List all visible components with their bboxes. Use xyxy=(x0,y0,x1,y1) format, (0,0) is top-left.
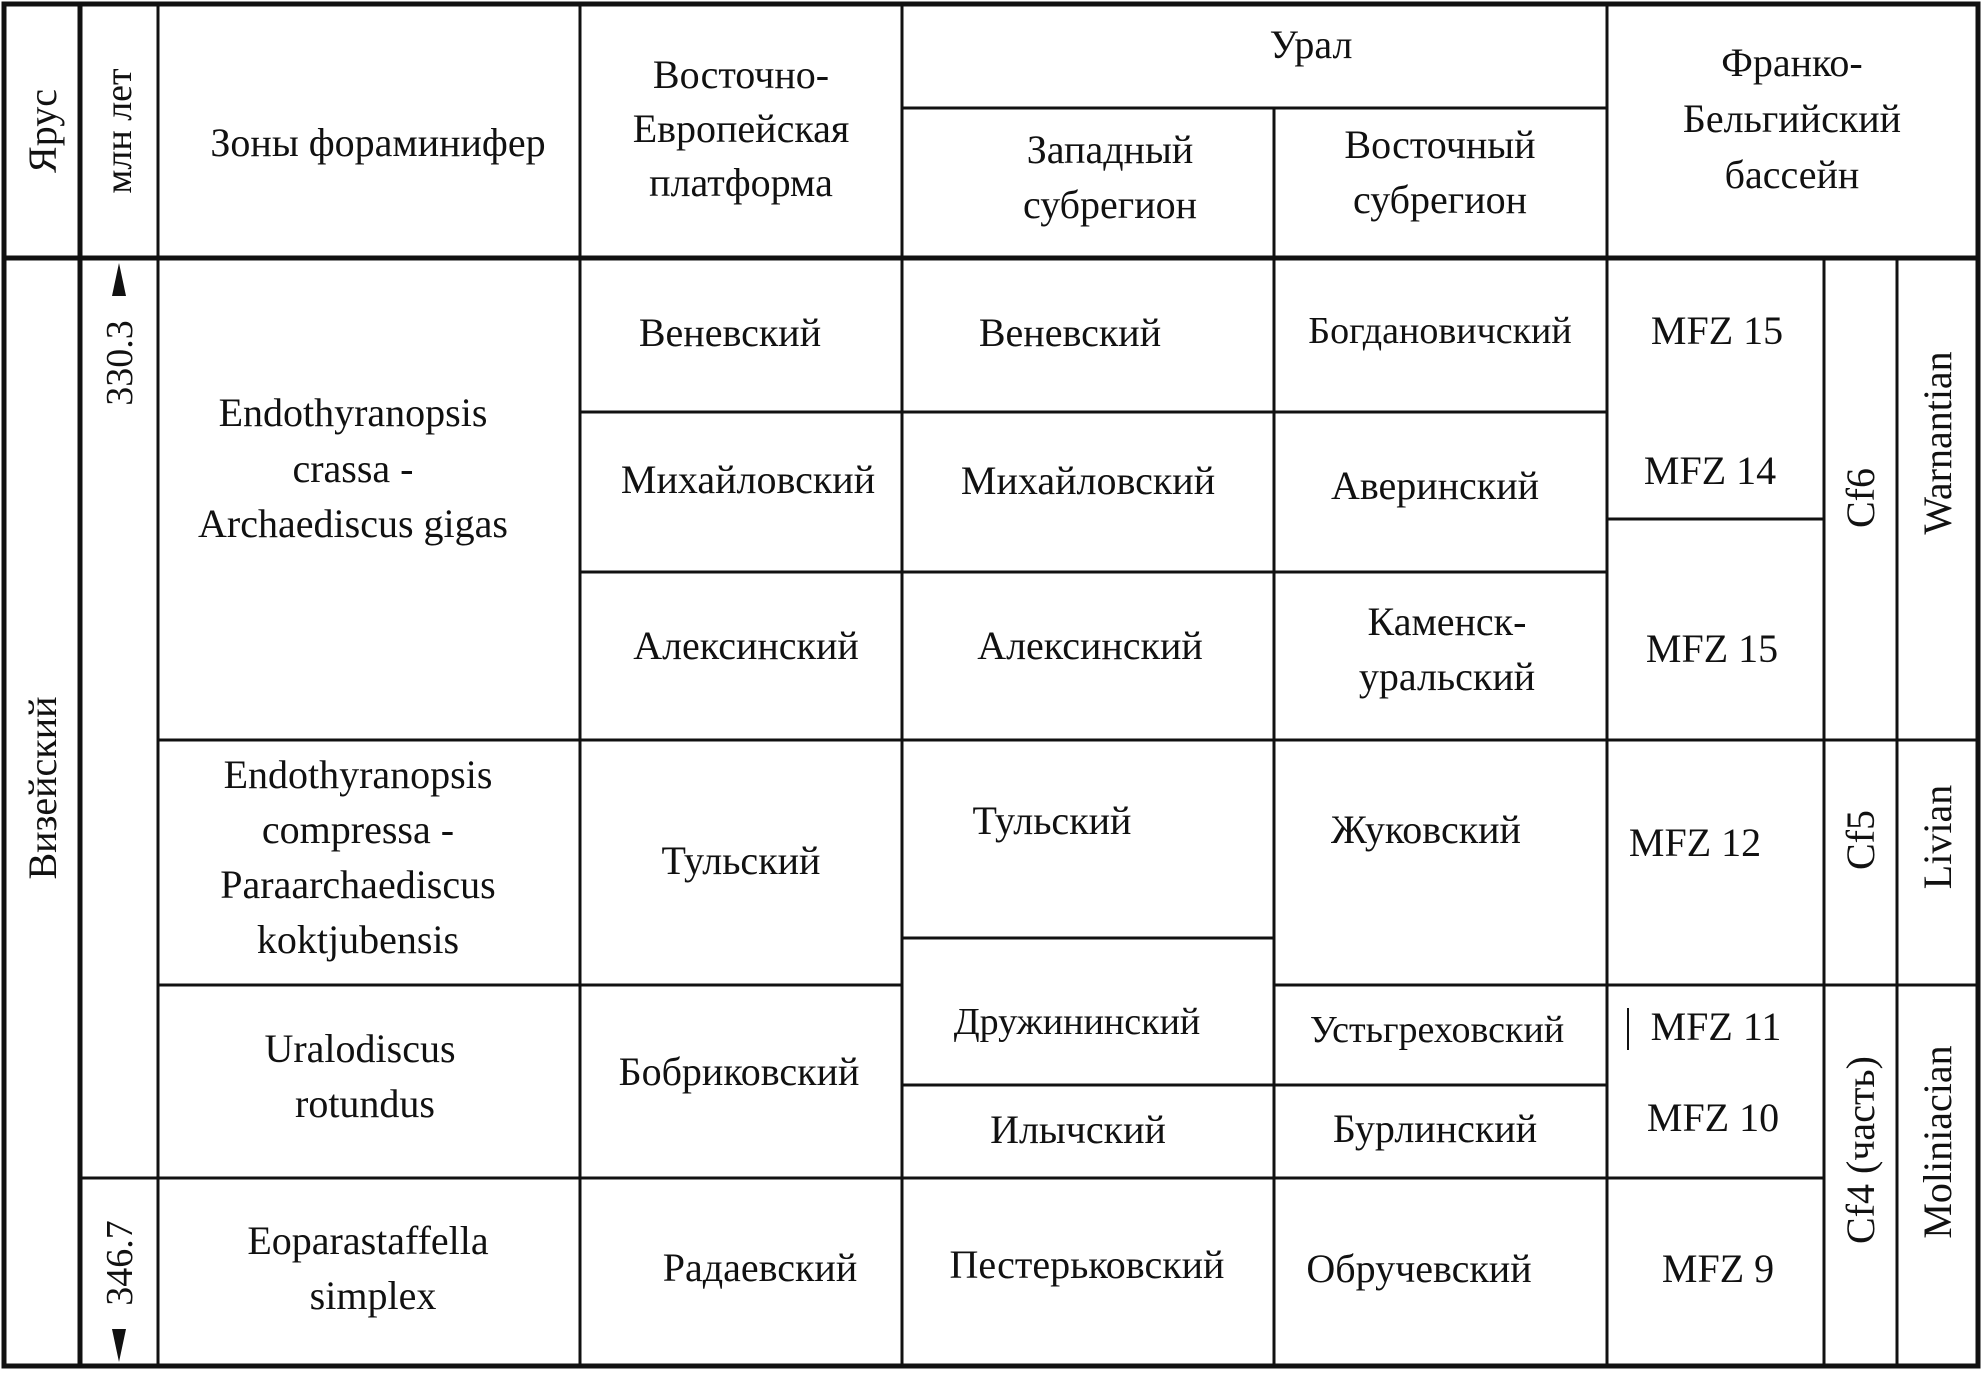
header-east-line1: Восточный xyxy=(1344,122,1536,167)
zone-4-line1: Eoparastaffella xyxy=(247,1218,489,1263)
header-east-european-line3: платформа xyxy=(649,160,833,205)
mfz-7: MFZ 9 xyxy=(1661,1246,1775,1291)
zone-3-line1: Uralodiscus xyxy=(264,1026,456,1071)
table-header xyxy=(20,22,1901,227)
zone-2-line4: koktjubensis xyxy=(256,917,460,962)
zone-1-line1: Endothyranopsis xyxy=(218,390,488,435)
age-column xyxy=(99,263,141,1362)
eu-horizon-1: Богдановичский xyxy=(1308,310,1572,352)
table-grid xyxy=(4,4,1978,1366)
header-age: млн лет xyxy=(98,68,140,194)
mfz-6: MFZ 10 xyxy=(1646,1095,1780,1140)
header-east-line2: субрегион xyxy=(1352,177,1528,222)
eu-horizon-3-line1: Каменск- xyxy=(1367,599,1527,644)
zone-3-line2: rotundus xyxy=(295,1081,435,1126)
age-top-value: 330.3 xyxy=(99,320,141,406)
zone-4-line2: simplex xyxy=(309,1273,437,1318)
header-east-european-line1: Восточно- xyxy=(652,52,830,97)
ee-horizon-2: Михайловский xyxy=(620,457,876,502)
cf4-label: Cf4 (часть) xyxy=(1838,1056,1883,1244)
header-franco-line3: бассейн xyxy=(1724,152,1860,197)
eu-horizon-7: Обручевский xyxy=(1306,1246,1532,1291)
ee-horizon-5: Бобриковский xyxy=(618,1049,860,1094)
header-franco-line1: Франко- xyxy=(1721,40,1863,85)
zone-1-line2: crassa - xyxy=(292,446,414,491)
header-ural: Урал xyxy=(1269,22,1353,67)
mfz-5: MFZ 11 xyxy=(1650,1004,1782,1049)
zone-2-line1: Endothyranopsis xyxy=(223,752,493,797)
substage-moliniacian: Moliniacian xyxy=(1915,1045,1960,1239)
mfz-1: MFZ 15 xyxy=(1650,308,1784,353)
wu-horizon-4: Тульский xyxy=(972,798,1132,843)
cf5-label: Cf5 xyxy=(1838,810,1883,870)
substage-livian: Livian xyxy=(1915,784,1960,890)
cf-column xyxy=(1838,468,1883,1244)
header-zones: Зоны фораминифер xyxy=(210,120,546,165)
mfz-4: MFZ 12 xyxy=(1628,820,1762,865)
table-frame xyxy=(4,4,1978,1366)
age-top-arrow xyxy=(112,263,126,296)
wu-horizon-6: Илычский xyxy=(990,1107,1166,1152)
mfz-column xyxy=(1628,308,1783,1291)
stage-name: Визейский xyxy=(20,696,65,880)
wu-horizon-5: Дружининский xyxy=(953,1001,1201,1043)
age-bottom-arrow xyxy=(112,1329,126,1362)
ee-horizon-4: Тульский xyxy=(661,838,821,883)
header-west-line2: субрегион xyxy=(1022,182,1198,227)
wu-horizon-1: Веневский xyxy=(978,310,1162,355)
eu-horizon-2: Аверинский xyxy=(1330,463,1540,508)
wu-horizon-3: Алексинский xyxy=(977,623,1203,668)
eu-horizon-3-line2: уральский xyxy=(1358,654,1536,699)
west-ural-column xyxy=(950,310,1225,1287)
wu-horizon-2: Михайловский xyxy=(960,458,1216,503)
eu-horizon-4: Жуковский xyxy=(1331,807,1521,852)
eu-horizon-5: Устьгреховский xyxy=(1309,1009,1565,1051)
wu-horizon-7: Пестерьковский xyxy=(949,1242,1225,1287)
header-franco-line2: Бельгийский xyxy=(1682,96,1902,141)
mfz-2: MFZ 14 xyxy=(1643,448,1777,493)
age-bottom-value: 346.7 xyxy=(99,1220,141,1306)
mfz-3: MFZ 15 xyxy=(1645,626,1779,671)
ee-horizon-6: Радаевский xyxy=(662,1245,858,1290)
east-ural-column xyxy=(1306,310,1571,1291)
header-west-line1: Западный xyxy=(1026,127,1194,172)
eu-horizon-6: Бурлинский xyxy=(1332,1106,1538,1151)
header-east-european-line2: Европейская xyxy=(632,106,850,151)
header-stage: Ярус xyxy=(20,89,65,173)
substage-column xyxy=(1915,351,1960,1238)
zone-2-line3: Paraarchaediscus xyxy=(220,862,496,907)
zone-1-line3: Archaediscus gigas xyxy=(198,501,508,546)
east-european-column xyxy=(619,310,876,1290)
ee-horizon-1: Веневский xyxy=(638,310,822,355)
zone-2-line2: compressa - xyxy=(261,807,455,852)
substage-warnantian: Warnantian xyxy=(1915,351,1960,535)
ee-horizon-3: Алексинский xyxy=(633,623,859,668)
cf6-label: Cf6 xyxy=(1838,468,1883,528)
